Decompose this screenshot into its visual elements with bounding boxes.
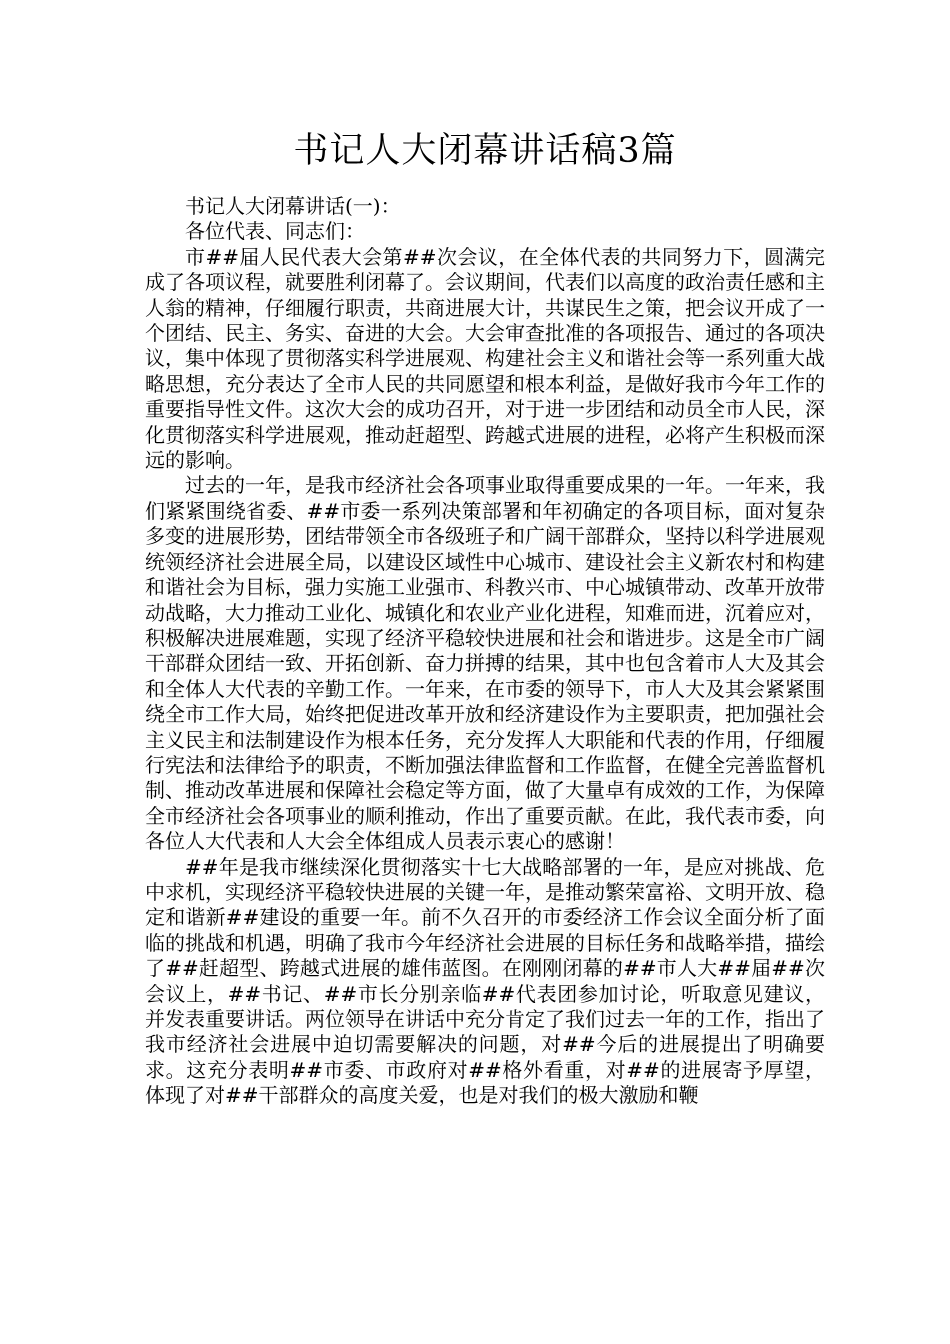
- body-paragraph: 过去的一年，是我市经济社会各项事业取得重要成果的一年。一年来，我们紧紧围绕省委、##市委一系列决策部署和年初确定的各项目标，面对复杂多变的进展形势，团结带领全市各级班子和广阔干部群众，坚持以科学进展观统领经济社会进展全局，以建设区域性中心城市、建设社会主义新农村和构建和谐社会为目标，强力实施工业强市、科教兴市、中心城镇带动、改革开放带动战略，大力推动工业化、城镇化和农业产业化进程，知难而进，沉着应对，积极解决进展难题，实现了经济平稳较快进展和社会和谐进步。这是全市广阔干部群众团结一致、开拓创新、奋力拼搏的结果，其中也包含着市人大及其会和全体人大代表的辛勤工作。一年来，在市委的领导下，市人大及其会紧紧围绕全市工作大局，始终把促进改革开放和经济建设作为主要职责，把加强社会主义民主和法制建设作为根本任务，充分发挥人大职能和代表的作用，仔细履行宪法和法律给予的职责，不断加强法律监督和工作监督，在健全完善监督机制、推动改革进展和保障社会稳定等方面，做了大量卓有成效的工作，为保障全市经济社会各项事业的顺利推动，作出了重要贡献。在此，我代表市委，向各位人大代表和人大会全体组成人员表示衷心的感谢！: [145, 473, 825, 854]
- salutation: 各位代表、同志们：: [185, 219, 365, 244]
- document-page: [145, 0, 825, 1109]
- document-body: [145, 194, 825, 1109]
- body-paragraph: 市##届人民代表大会第##次会议，在全体代表的共同努力下，圆满完成了各项议程，就要胜利闭幕了。会议期间，代表们以高度的政治责任感和主人翁的精神，仔细履行职责，共商进展大计，共谋民生之策，把会议开成了一个团结、民主、务实、奋进的大会。大会审查批准的各项报告、通过的各项决议，集中体现了贯彻落实科学进展观、构建社会主义和谐社会等一系列重大战略思想，充分表达了全市人民的共同愿望和根本利益，是做好我市今年工作的重要指导性文件。这次大会的成功召开，对于进一步团结和动员全市人民，深化贯彻落实科学进展观，推动赶超型、跨越式进展的进程，必将产生积极而深远的影响。: [145, 244, 825, 473]
- section-heading: 书记人大闭幕讲话(一)：: [185, 194, 401, 218]
- body-paragraph: ##年是我市继续深化贯彻落实十七大战略部署的一年，是应对挑战、危中求机，实现经济平稳较快进展的关键一年，是推动繁荣富裕、文明开放、稳定和谐新##建设的重要一年。前不久召开的市委经济工作会议全面分析了面临的挑战和机遇，明确了我市今年经济社会进展的目标任务和战略举措，描绘了##赶超型、跨越式进展的雄伟蓝图。在刚刚闭幕的##市人大##届##次会议上，##书记、##市长分别亲临##代表团参加讨论，听取意见建议，并发表重要讲话。两位领导在讲话中充分肯定了我们过去一年的工作，指出了我市经济社会进展中迫切需要解决的问题，对##今后的进展提出了明确要求。这充分表明##市委、市政府对##格外看重，对##的进展寄予厚望，体现了对##干部群众的高度关爱，也是对我们的极大激励和鞭: [145, 854, 825, 1108]
- document-title: 书记人大闭幕讲话稿3篇: [293, 131, 677, 171]
